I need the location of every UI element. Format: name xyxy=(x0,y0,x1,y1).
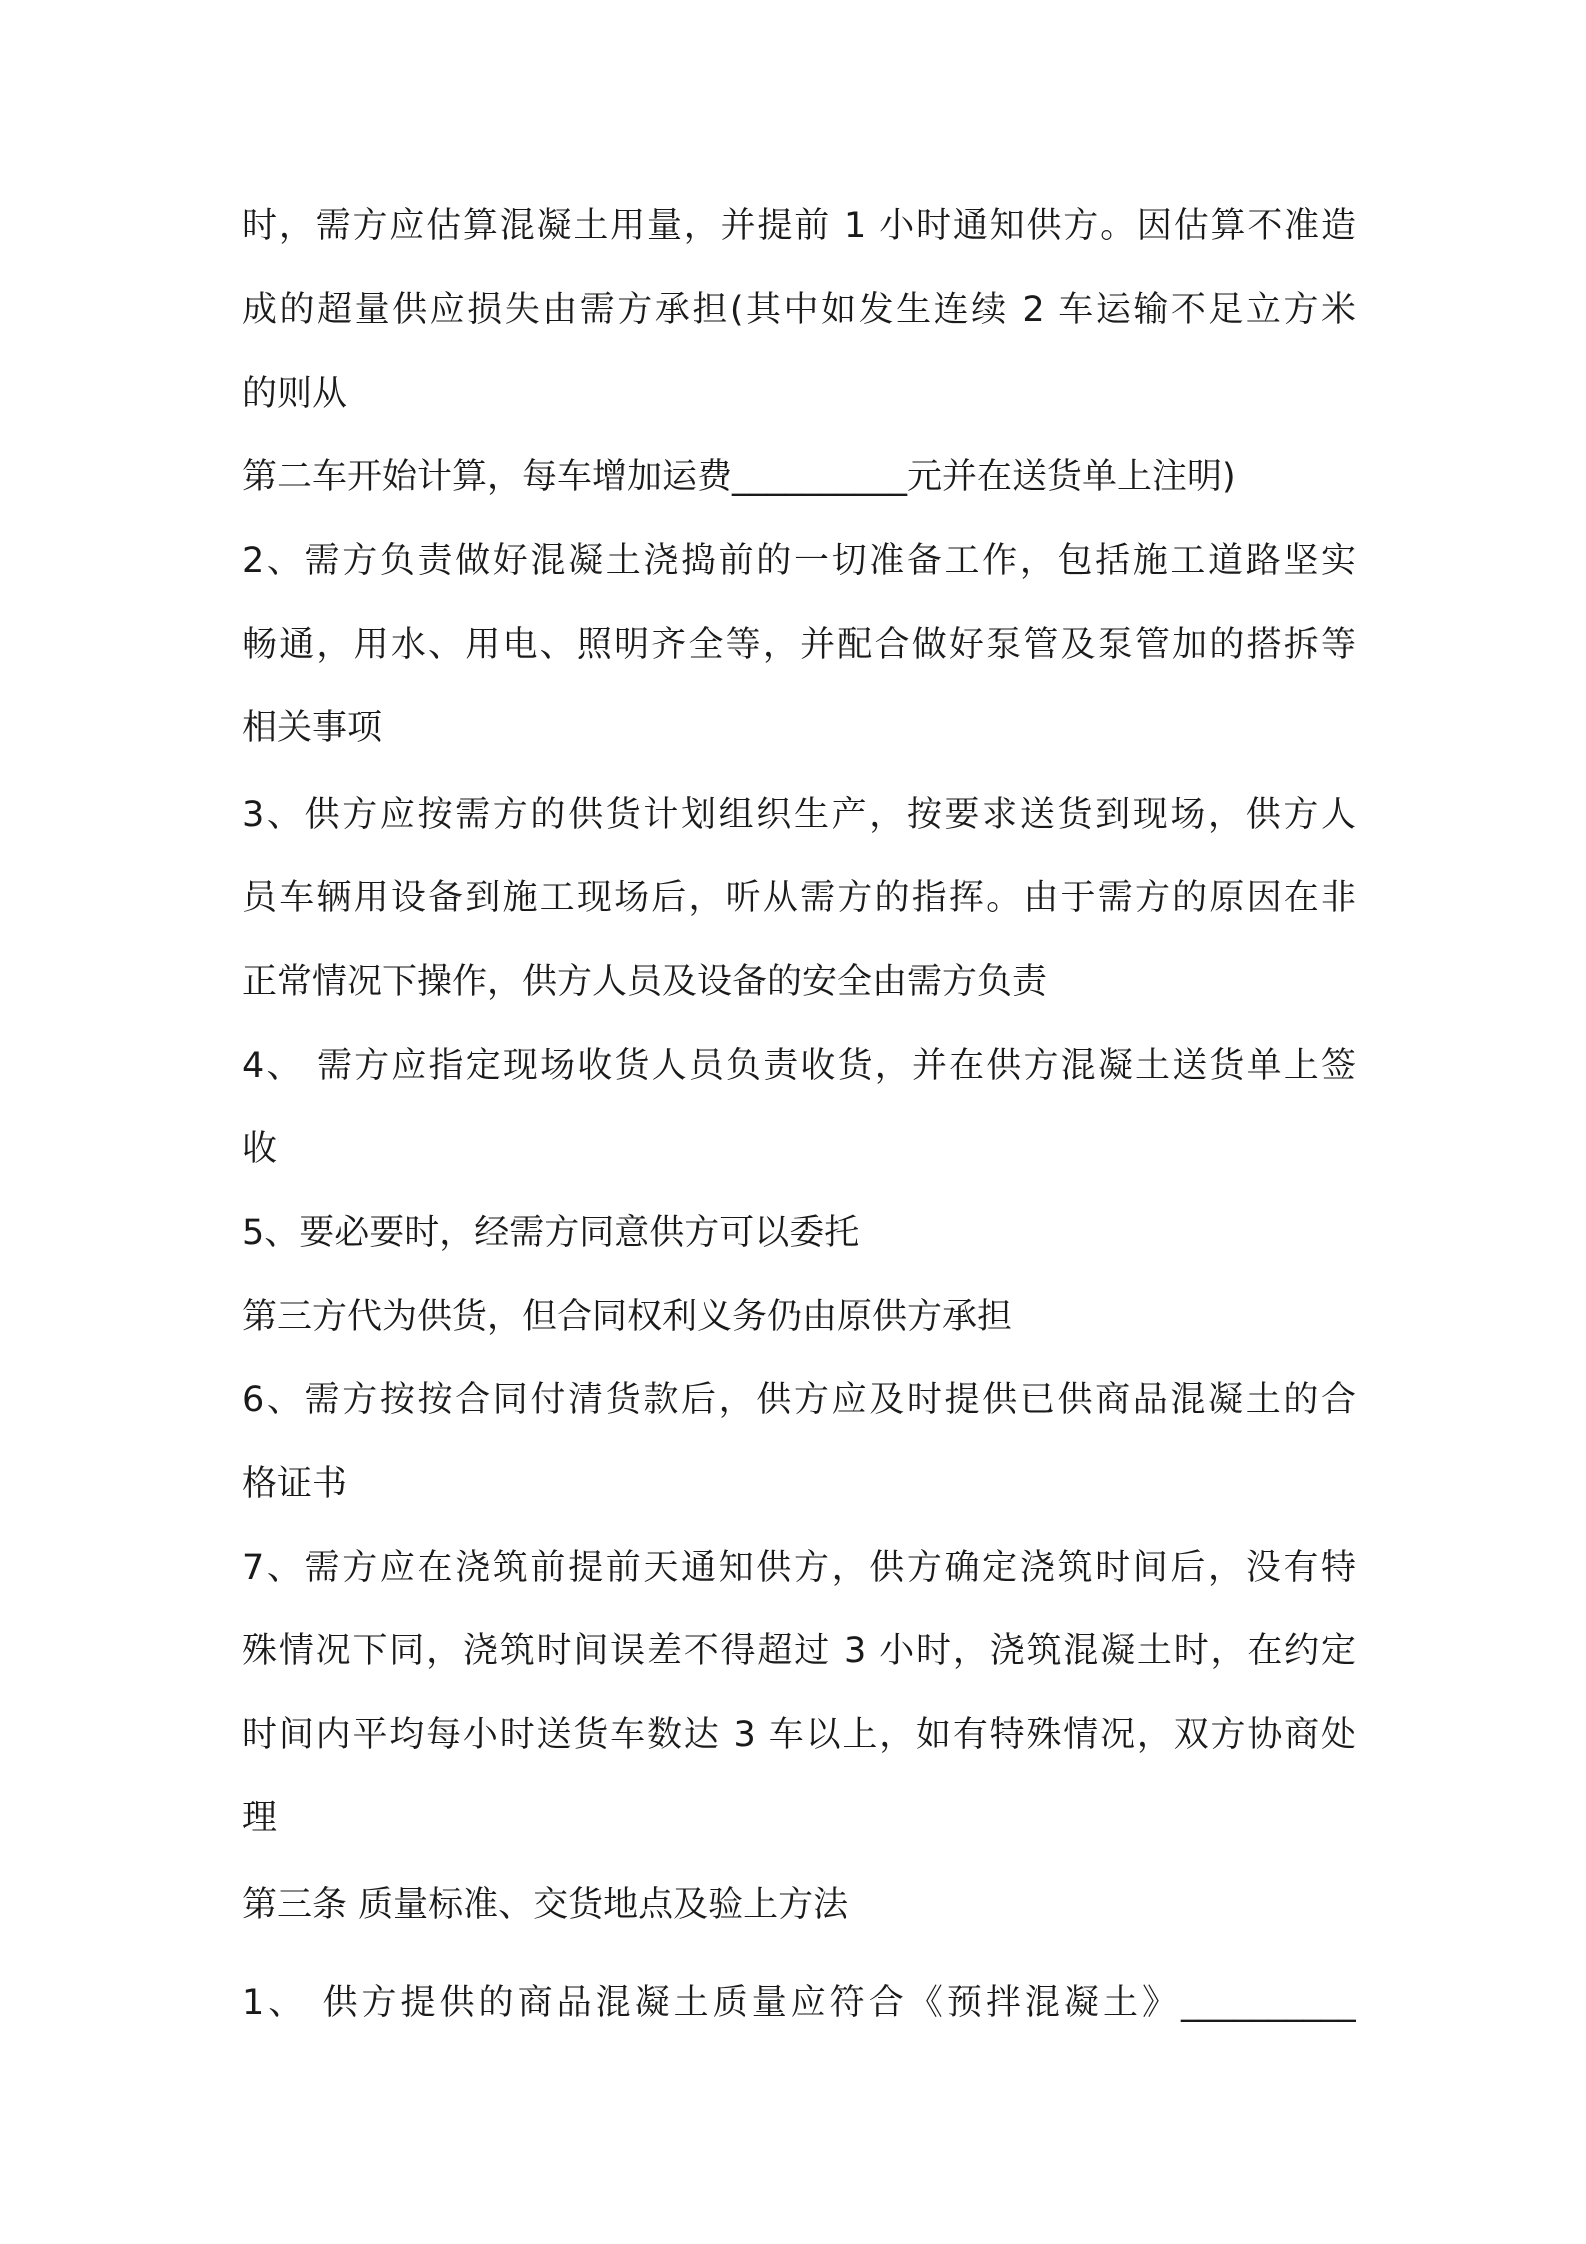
text-line: 7、需方应在浇筑前提前天通知供方，供方确定浇筑时间后，没有特 xyxy=(242,1548,1356,1588)
text-line: 相关事项 xyxy=(242,708,383,748)
text-line: 2、需方负责做好混凝土浇捣前的一切准备工作，包括施工道路坚实 xyxy=(242,541,1356,581)
text-line: 时，需方应估算混凝土用量，并提前 1 小时通知供方。因估算不准造 xyxy=(242,206,1356,246)
text-line: 格证书 xyxy=(242,1464,348,1504)
text-line: 成的超量供应损失由需方承担(其中如发生连续 2 车运输不足立方米 xyxy=(242,290,1356,330)
text-line: 时间内平均每小时送货车数达 3 车以上，如有特殊情况，双方协商处 xyxy=(242,1715,1356,1755)
text-line: 收 xyxy=(242,1129,278,1169)
text-line: 员车辆用设备到施工现场后，听从需方的指挥。由于需方的原因在非 xyxy=(242,878,1356,918)
text-line: 的则从 xyxy=(242,374,348,414)
text-line: 理 xyxy=(242,1798,278,1838)
text-line: 殊情况下同，浇筑时间误差不得超过 3 小时，浇筑混凝土时，在约定 xyxy=(242,1631,1356,1671)
text-line: 畅通，用水、用电、照明齐全等，并配合做好泵管及泵管加的搭拆等 xyxy=(242,625,1356,665)
text-line: 6、需方按按合同付清货款后，供方应及时提供已供商品混凝土的合 xyxy=(242,1380,1356,1420)
section-heading: 第三条 质量标准、交货地点及验上方法 xyxy=(242,1885,849,1925)
text-line: 第二车开始计算，每车增加运费__________元并在送货单上注明) xyxy=(242,457,1236,497)
text-line: 5、要必要时，经需方同意供方可以委托 xyxy=(242,1213,860,1253)
text-line: 4、 需方应指定现场收货人员负责收货，并在供方混凝土送货单上签 xyxy=(242,1046,1356,1086)
text-line: 3、供方应按需方的供货计划组织生产，按要求送货到现场，供方人 xyxy=(242,795,1356,835)
text-line: 正常情况下操作，供方人员及设备的安全由需方负责 xyxy=(242,962,1048,1002)
text-line: 第三方代为供货，但合同权利义务仍由原供方承担 xyxy=(242,1297,1013,1337)
text-line: 1、 供方提供的商品混凝土质量应符合《预拌混凝土》__________ xyxy=(242,1983,1356,2023)
